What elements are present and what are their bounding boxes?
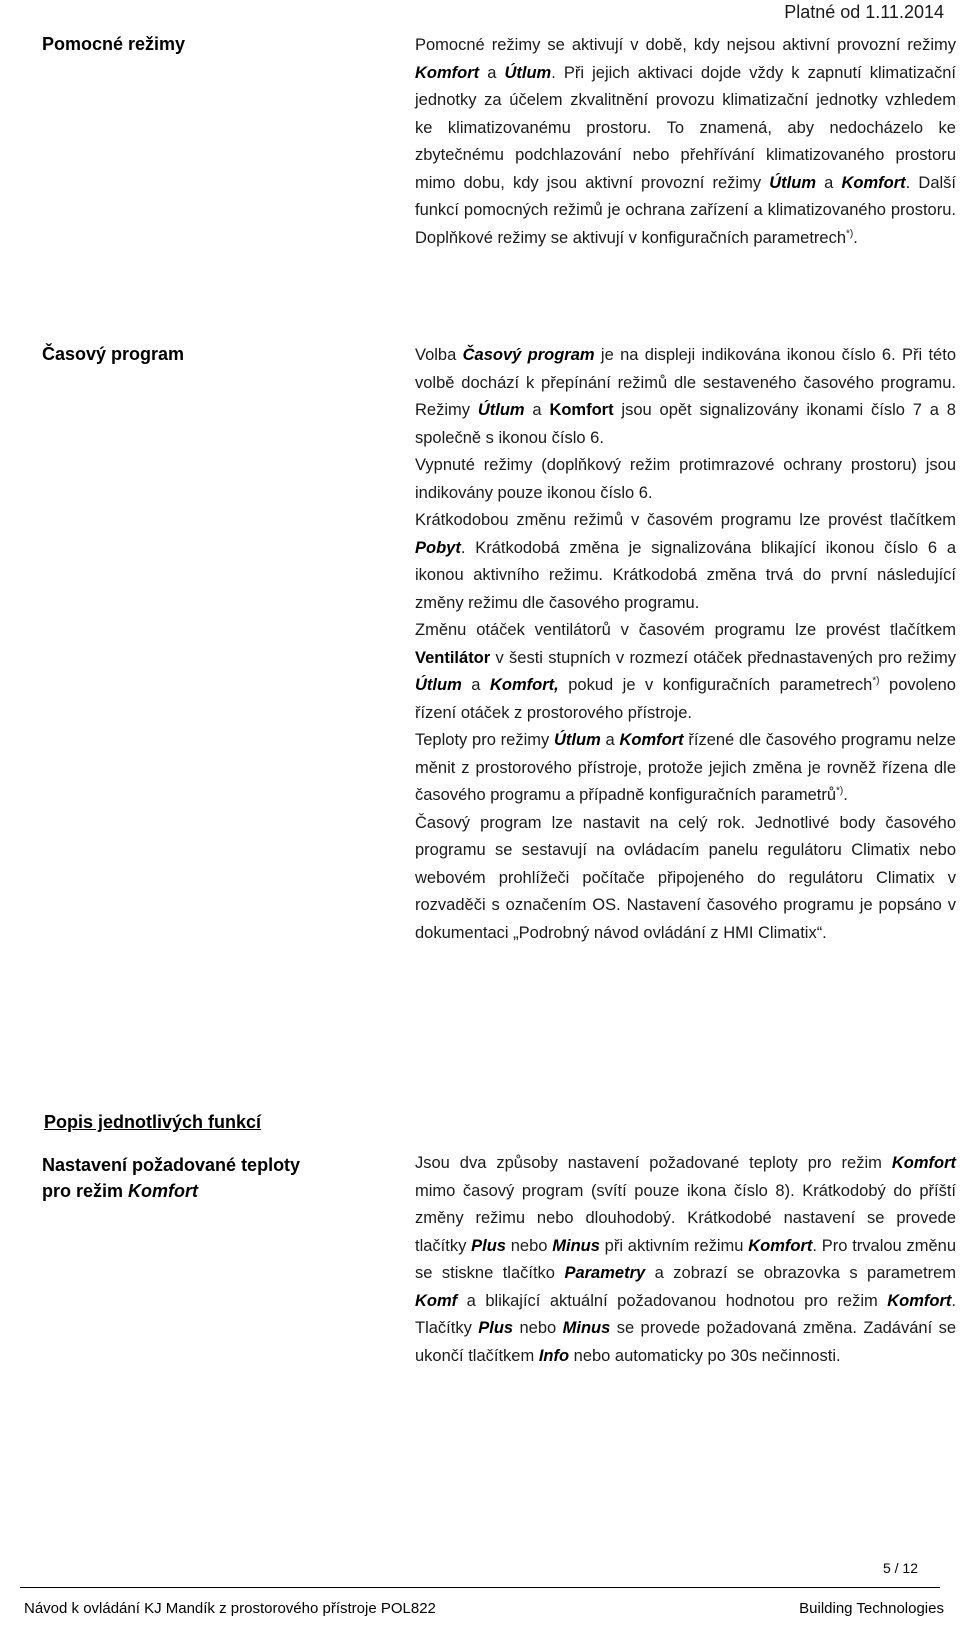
section-body-pomocne xyxy=(415,32,956,252)
paragraph: Vypnuté režimy (doplňkový režim protimrazové ochrany prostoru) jsou indikovány pouze ikonou číslo 6. xyxy=(415,456,956,502)
footer-document-title: Návod k ovládání KJ Mandík z prostorového přístroje POL822 xyxy=(24,1600,436,1617)
section-label-pomocne: Pomocné režimy xyxy=(42,34,186,54)
paragraph: Pomocné režimy se aktivují v době, kdy nejsou aktivní provozní režimy Komfort a Útlum. Při jejich aktivaci dojde vždy k zapnutí klimatizační jednotky za účelem zkvalitnění provozu klimatizační jednotky vzhledem ke klimatizovanému prostoru. To znamená, aby nedocházelo ke zbytečnému podchlazování nebo přehřívání klimatizovaného prostoru mimo dobu, kdy jsou aktivní provozní režimy Útlum a Komfort. Další funkcí pomocných režimů je ochrana zařízení a klimatizovaného prostoru. Doplňkové režimy se aktivují v konfiguračních parametrech*). xyxy=(415,36,956,247)
paragraph: Jsou dva způsoby nastavení požadované teploty pro režim Komfort mimo časový program (svítí pouze ikona číslo 8). Krátkodobý do příští změny režimu nebo dlouhodobý. Krátkodobé nastavení se provede tlačítky Plus nebo Minus při aktivním režimu Komfort. Pro trvalou změnu se stiskne tlačítko Parametry a zobrazí se obrazovka s parametrem Komf a blikající aktuální požadovanou hodnotou pro režim Komfort. Tlačítky Plus nebo Minus se provede požadovaná změna. Zadávání se ukončí tlačítkem Info nebo automaticky po 30s nečinnosti. xyxy=(415,1154,957,1365)
page-number: 5 / 12 xyxy=(882,1560,918,1576)
footer-company: Building Technologies xyxy=(799,1600,944,1617)
section-heading-popis-funkci: Popis jednotlivých funkcí xyxy=(44,1112,262,1132)
paragraph: Krátkodobou změnu režimů v časovém programu lze provést tlačítkem Pobyt. Krátkodobá změna je signalizována blikající ikonou číslo 6 a ikonou aktivního režimu. Krátkodobá změna trvá do první následující změny režimu dle časového programu. xyxy=(415,511,956,612)
footer-divider xyxy=(20,1587,940,1588)
section-body-nastaveni xyxy=(415,1150,956,1370)
paragraph: Změnu otáček ventilátorů v časovém programu lze provést tlačítkem Ventilátor v šesti stupních v rozmezí otáček přednastavených pro režimy Útlum a Komfort, pokud je v konfiguračních parametrech*) povoleno řízení otáček z prostorového přístroje. xyxy=(415,621,956,722)
section-label-casovy: Časový program xyxy=(42,344,185,364)
section-body-casovy xyxy=(415,342,956,947)
effective-date: Platné od 1.11.2014 xyxy=(784,2,944,22)
paragraph: Teploty pro režimy Útlum a Komfort řízené dle časového programu nelze měnit z prostorového přístroje, protože jejich změna je rovněž řízena dle časového programu a případně konfiguračních parametrů*). xyxy=(415,731,956,804)
paragraph: Časový program lze nastavit na celý rok. Jednotlivé body časového programu se sestavují na ovládacím panelu regulátoru Climatix nebo webovém prohlížeči počítače připojeného do regulátoru Climatix v rozvaděči s označením OS. Nastavení časového programu je popsáno v dokumentaci „Podrobný návod ovládání z HMI Climatix“. xyxy=(415,813,956,942)
paragraph: Volba Časový program je na displeji indikována ikonou číslo 6. Při této volbě dochází k přepínání režimů dle sestaveného časového programu. Režimy Útlum a Komfort jsou opět signalizovány ikonami číslo 7 a 8 společně s ikonou číslo 6. xyxy=(415,346,956,447)
section-label-nastaveni-teploty: Nastavení požadované teploty pro režim Komfort xyxy=(42,1155,301,1201)
